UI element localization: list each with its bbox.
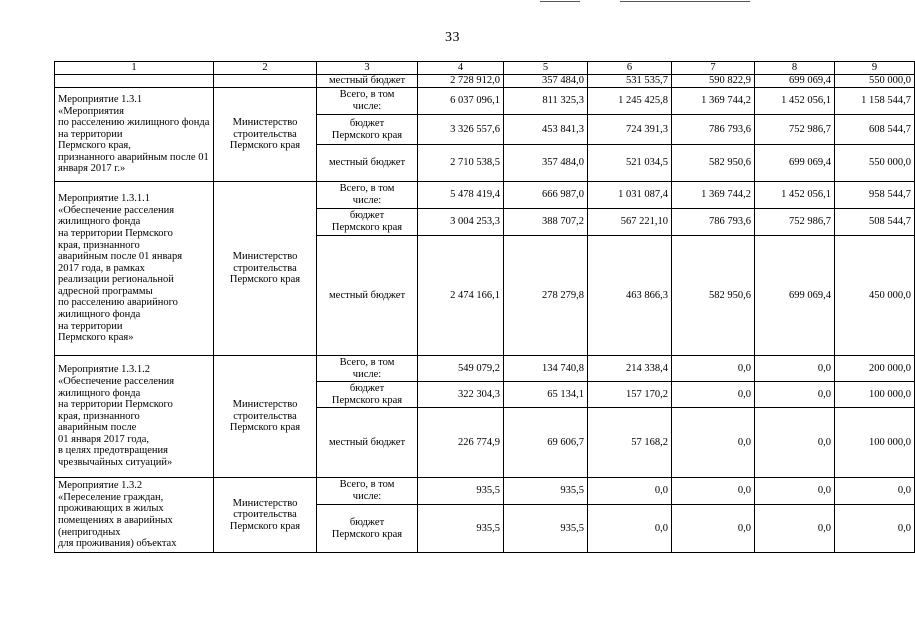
amount-cell: 666 987,0 xyxy=(504,182,588,209)
amount-cell: 157 170,2 xyxy=(588,382,672,408)
amount-cell: 582 950,6 xyxy=(672,145,755,182)
amount-cell: 608 544,7 xyxy=(835,115,915,145)
funding-source: местный бюджет xyxy=(317,145,418,182)
amount-cell: 1 369 744,2 xyxy=(672,182,755,209)
amount-cell: 6 037 096,1 xyxy=(418,88,504,115)
amount-cell: 935,5 xyxy=(418,505,504,553)
amount-cell: 752 986,7 xyxy=(755,115,835,145)
amount-cell: 65 134,1 xyxy=(504,382,588,408)
amount-cell: 550 000,0 xyxy=(835,145,915,182)
funding-source: Всего, в том числе: xyxy=(317,182,418,209)
funding-source: Всего, в том числе: xyxy=(317,478,418,505)
column-header: 8 xyxy=(755,62,835,75)
amount-cell: 582 950,6 xyxy=(672,236,755,356)
executor: Министерство строительства Пермского края xyxy=(214,182,317,356)
amount-cell: 57 168,2 xyxy=(588,408,672,478)
amount-cell: 453 841,3 xyxy=(504,115,588,145)
funding-source: местный бюджет xyxy=(317,236,418,356)
amount-cell: 226 774,9 xyxy=(418,408,504,478)
executor: Министерство строительства Пермского края xyxy=(214,88,317,182)
amount-cell: 1 369 744,2 xyxy=(672,88,755,115)
amount-cell: 2 474 166,1 xyxy=(418,236,504,356)
amount-cell: 531 535,7 xyxy=(588,75,672,88)
amount-cell: 567 221,10 xyxy=(588,209,672,236)
amount-cell: 590 822,9 xyxy=(672,75,755,88)
amount-cell: 3 004 253,3 xyxy=(418,209,504,236)
amount-cell: 0,0 xyxy=(588,478,672,505)
amount-cell: 214 338,4 xyxy=(588,356,672,382)
amount-cell: 550 000,0 xyxy=(835,75,915,88)
amount-cell: 134 740,8 xyxy=(504,356,588,382)
amount-cell: 549 079,2 xyxy=(418,356,504,382)
amount-cell: 322 304,3 xyxy=(418,382,504,408)
amount-cell: 0,0 xyxy=(672,382,755,408)
column-header: 3 xyxy=(317,62,418,75)
amount-cell: 935,5 xyxy=(504,478,588,505)
empty-cell xyxy=(214,75,317,88)
column-header: 7 xyxy=(672,62,755,75)
amount-cell: 1 452 056,1 xyxy=(755,182,835,209)
amount-cell: 388 707,2 xyxy=(504,209,588,236)
measure-name: Мероприятие 1.3.1 «Мероприятия по расселению жилищного фонда на территории Пермского края, признанного аварийным после 01 января 2017 г.» xyxy=(55,88,214,182)
amount-cell: 69 606,7 xyxy=(504,408,588,478)
amount-cell: 1 031 087,4 xyxy=(588,182,672,209)
amount-cell: 0,0 xyxy=(672,356,755,382)
amount-cell: 5 478 419,4 xyxy=(418,182,504,209)
empty-cell xyxy=(55,75,214,88)
amount-cell: 811 325,3 xyxy=(504,88,588,115)
amount-cell: 0,0 xyxy=(588,505,672,553)
amount-cell: 463 866,3 xyxy=(588,236,672,356)
amount-cell: 1 245 425,8 xyxy=(588,88,672,115)
amount-cell: 357 484,0 xyxy=(504,145,588,182)
amount-cell: 0,0 xyxy=(835,478,915,505)
funding-source: бюджет Пермского края xyxy=(317,209,418,236)
amount-cell: 0,0 xyxy=(672,505,755,553)
column-header: 4 xyxy=(418,62,504,75)
amount-cell: 2 710 538,5 xyxy=(418,145,504,182)
amount-cell: 100 000,0 xyxy=(835,382,915,408)
amount-cell: 278 279,8 xyxy=(504,236,588,356)
executor: Министерство строительства Пермского края xyxy=(214,356,317,478)
table-row xyxy=(55,88,915,115)
amount-cell: 1 158 544,7 xyxy=(835,88,915,115)
amount-cell: 958 544,7 xyxy=(835,182,915,209)
measure-name: Мероприятие 1.3.1.1 «Обеспечение расселения жилищного фонда на территории Пермского края, признанного аварийным после 01 января 2017 года, в рамках реализации региональной адресной программы по расселению аварийного жилищного фонда на территории Пермского края» xyxy=(55,182,214,356)
budget-table xyxy=(54,61,915,553)
amount-cell: 0,0 xyxy=(755,478,835,505)
table-row xyxy=(55,182,915,209)
funding-source: бюджет Пермского края xyxy=(317,382,418,408)
amount-cell: 786 793,6 xyxy=(672,115,755,145)
column-header: 6 xyxy=(588,62,672,75)
table-row xyxy=(55,75,915,88)
executor: Министерство строительства Пермского края xyxy=(214,478,317,553)
measure-name: Мероприятие 1.3.2 «Переселение граждан, проживающих в жилых помещениях в аварийных (непригодных для проживания) объектах xyxy=(55,478,214,553)
amount-cell: 786 793,6 xyxy=(672,209,755,236)
column-header: 5 xyxy=(504,62,588,75)
amount-cell: 699 069,4 xyxy=(755,145,835,182)
amount-cell: 0,0 xyxy=(835,505,915,553)
column-header: 1 xyxy=(55,62,214,75)
funding-source: Всего, в том числе: xyxy=(317,88,418,115)
funding-source: местный бюджет xyxy=(317,75,418,88)
table-row xyxy=(55,478,915,505)
amount-cell: 0,0 xyxy=(755,505,835,553)
amount-cell: 0,0 xyxy=(755,408,835,478)
amount-cell: 752 986,7 xyxy=(755,209,835,236)
page-number: 33 xyxy=(445,30,460,45)
amount-cell: 2 728 912,0 xyxy=(418,75,504,88)
amount-cell: 0,0 xyxy=(755,356,835,382)
amount-cell: 3 326 557,6 xyxy=(418,115,504,145)
measure-name: Мероприятие 1.3.1.2 «Обеспечение расселения жилищного фонда на территории Пермского края, признанного аварийным после 01 января 2017 года, в целях предотвращения чрезвычайных ситуаций» xyxy=(55,356,214,478)
amount-cell: 724 391,3 xyxy=(588,115,672,145)
funding-source: местный бюджет xyxy=(317,408,418,478)
amount-cell: 699 069,4 xyxy=(755,75,835,88)
amount-cell: 0,0 xyxy=(672,478,755,505)
amount-cell: 0,0 xyxy=(672,408,755,478)
amount-cell: 935,5 xyxy=(504,505,588,553)
table-row xyxy=(55,356,915,382)
column-header: 9 xyxy=(835,62,915,75)
funding-source: Всего, в том числе: xyxy=(317,356,418,382)
amount-cell: 699 069,4 xyxy=(755,236,835,356)
amount-cell: 0,0 xyxy=(755,382,835,408)
top-scan-lines xyxy=(0,0,905,6)
column-header: 2 xyxy=(214,62,317,75)
amount-cell: 357 484,0 xyxy=(504,75,588,88)
amount-cell: 935,5 xyxy=(418,478,504,505)
funding-source: бюджет Пермского края xyxy=(317,115,418,145)
funding-source: бюджет Пермского края xyxy=(317,505,418,553)
amount-cell: 1 452 056,1 xyxy=(755,88,835,115)
column-header-row xyxy=(55,62,915,75)
amount-cell: 521 034,5 xyxy=(588,145,672,182)
amount-cell: 200 000,0 xyxy=(835,356,915,382)
amount-cell: 450 000,0 xyxy=(835,236,915,356)
amount-cell: 508 544,7 xyxy=(835,209,915,236)
amount-cell: 100 000,0 xyxy=(835,408,915,478)
